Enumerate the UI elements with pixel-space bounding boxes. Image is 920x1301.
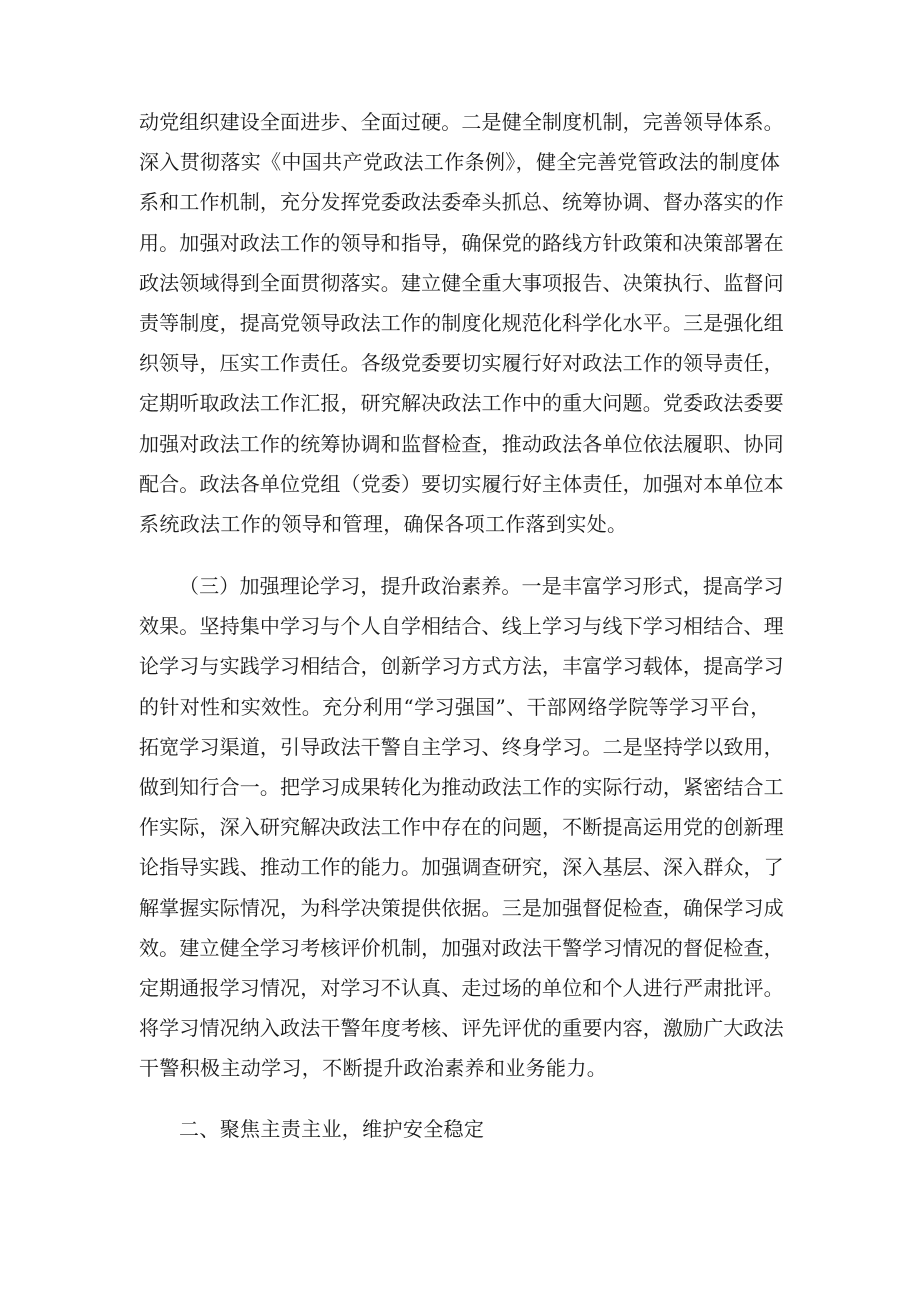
section-heading-block <box>139 1109 784 1149</box>
section-heading: 二、聚焦主责主业，维护安全稳定 <box>179 1117 485 1141</box>
paragraph-line: 论学习与实践学习相结合，创新学习方式方法，丰富学习载体，提高学习 <box>139 654 784 679</box>
paragraph-line: 用。加强对政法工作的领导和指导，确保党的路线方针政策和决策部署在 <box>139 230 784 255</box>
paragraph-2 <box>139 566 784 1088</box>
paragraph-line: 织领导，压实工作责任。各级党委要切实履行好对政法工作的领导责任， <box>139 351 784 376</box>
paragraph-line: 定期听取政法工作汇报，研究解决政法工作中的重大问题。党委政法委要 <box>139 391 784 416</box>
paragraph-line: 作实际，深入研究解决政法工作中存在的问题，不断提高运用党的创新理 <box>139 815 784 840</box>
paragraph-line: 拓宽学习渠道，引导政法干警自主学习、终身学习。二是坚持学以致用， <box>139 734 784 759</box>
paragraph-line: 的针对性和实效性。充分利用“学习强国”、干部网络学院等学习平台， <box>139 694 771 719</box>
paragraph-line: 动党组织建设全面进步、全面过硬。二是健全制度机制，完善领导体系。 <box>139 110 784 134</box>
paragraph-line: 系和工作机制，充分发挥党委政法委牵头抓总、统筹协调、督办落实的作 <box>139 190 784 215</box>
paragraph-line: 系统政法工作的领导和管理，确保各项工作落到实处。 <box>139 511 628 536</box>
paragraph-1 <box>139 102 784 544</box>
paragraph-first-line: （三）加强理论学习，提升政治素养。一是丰富学习形式，提高学习 <box>179 574 784 598</box>
paragraph-line: 效。建立健全学习考核评价机制，加强对政法干警学习情况的督促检查， <box>139 935 784 960</box>
paragraph-line: 论指导实践、推动工作的能力。加强调查研究，深入基层、深入群众，了 <box>139 855 784 880</box>
paragraph-line: 配合。政法各单位党组（党委）要切实履行好主体责任，加强对本单位本 <box>139 471 784 496</box>
paragraph-line: 责等制度，提高党领导政法工作的制度化规范化科学化水平。三是强化组 <box>139 310 784 335</box>
paragraph-line: 解掌握实际情况，为科学决策提供依据。三是加强督促检查，确保学习成 <box>139 895 784 920</box>
paragraph-line: 效果。坚持集中学习与个人自学相结合、线上学习与线下学习相结合、理 <box>139 614 784 639</box>
paragraph-line: 定期通报学习情况，对学习不认真、走过场的单位和个人进行严肃批评。 <box>139 975 784 1000</box>
paragraph-line: 加强对政法工作的统筹协调和监督检查，推动政法各单位依法履职、协同 <box>139 431 784 456</box>
paragraph-line: 将学习情况纳入政法干警年度考核、评先评优的重要内容，激励广大政法 <box>139 1016 784 1041</box>
paragraph-line: 做到知行合一。把学习成果转化为推动政法工作的实际行动，紧密结合工 <box>139 774 784 799</box>
paragraph-line: 深入贯彻落实《中国共产党政法工作条例》，健全完善党管政法的制度体 <box>139 150 781 175</box>
paragraph-line: 干警积极主动学习，不断提升政治素养和业务能力。 <box>139 1056 608 1081</box>
paragraph-line: 政法领域得到全面贯彻落实。建立健全重大事项报告、决策执行、监督问 <box>139 270 784 295</box>
